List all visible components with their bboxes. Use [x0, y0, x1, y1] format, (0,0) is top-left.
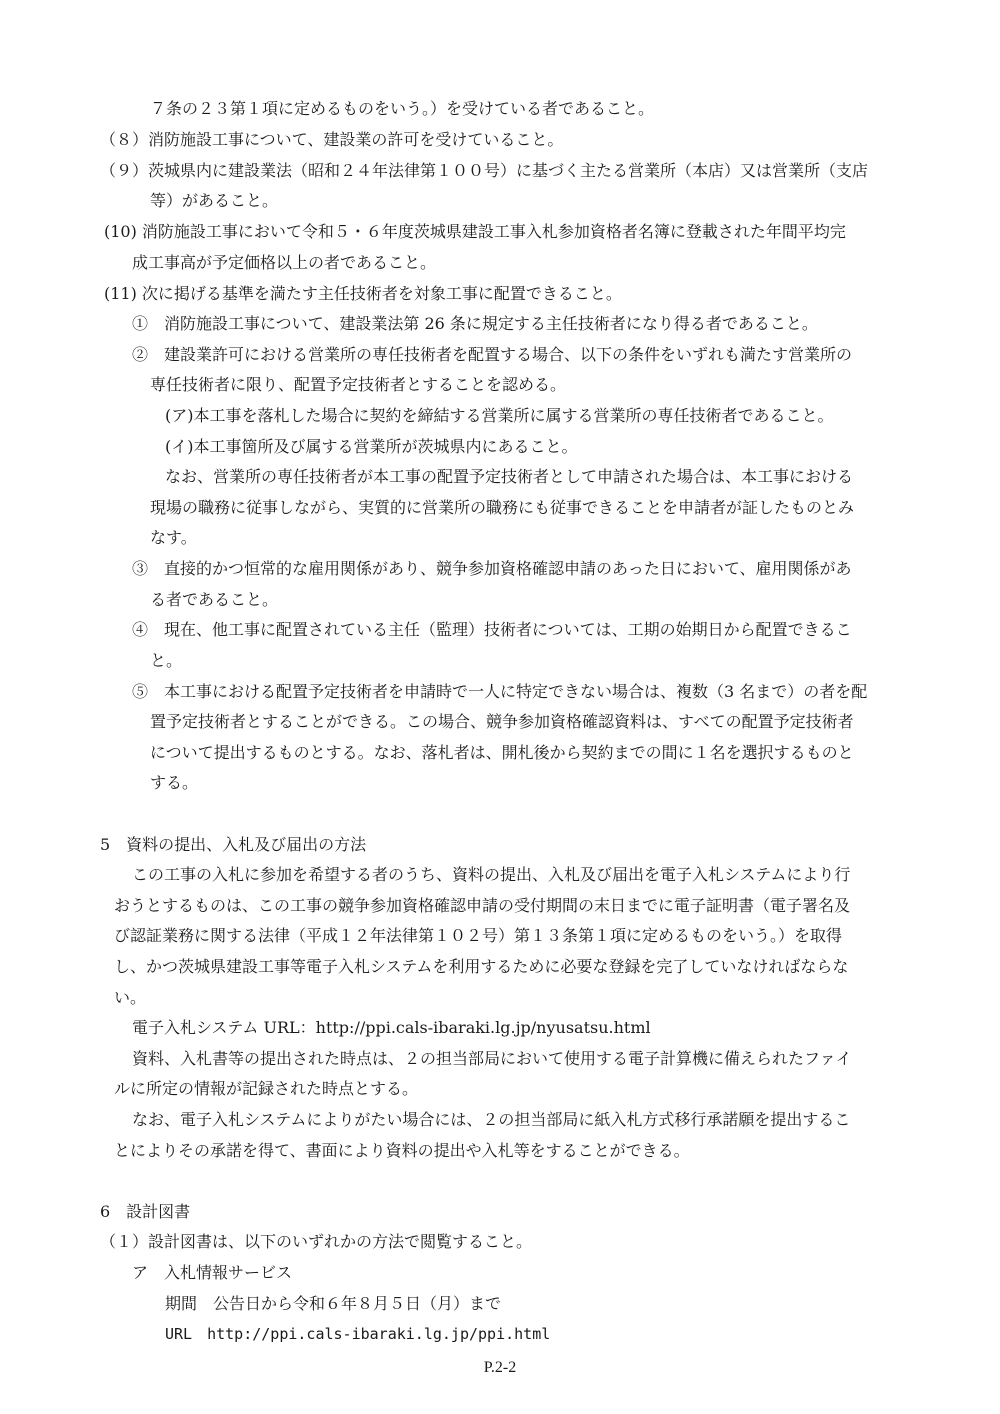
url-line: URL http://ppi.cals-ibaraki.lg.jp/ppi.html: [165, 1325, 551, 1343]
text-line: 期間 公告日から令和６年８月５日（月）まで: [165, 1294, 502, 1313]
section-heading: 5 資料の提出、入札及び届出の方法: [100, 835, 367, 854]
text-line: い。: [114, 988, 147, 1007]
text-line: ア 入札情報サービス: [132, 1263, 293, 1282]
text-line: る者であること。: [150, 590, 279, 609]
text-line: び認証業務に関する法律（平成１２年法律第１０２号）第１３条第１項に定めるものをいう。）を取得: [114, 926, 843, 945]
text-line: ② 建設業許可における営業所の専任技術者を配置する場合、以下の条件をいずれも満たす営業所の: [132, 345, 853, 364]
text-line: この工事の入札に参加を希望する者のうち、資料の提出、入札及び届出を電子入札システムにより行: [132, 865, 851, 884]
text-line: （９）茨城県内に建設業法（昭和２４年法律第１００号）に基づく主たる営業所（本店）又は営業所（支店: [100, 161, 869, 180]
text-line: と。: [150, 651, 183, 670]
text-line: 資料、入札書等の提出された時点は、２の担当部局において使用する電子計算機に備えられたファイ: [132, 1049, 852, 1068]
text-line: (ア)本工事を落札した場合に契約を締結する営業所に属する営業所の専任技術者であること。: [165, 406, 834, 425]
text-line: なお、電子入札システムによりがたい場合には、２の担当部局に紙入札方式移行承諾願を提出するこ: [132, 1110, 851, 1129]
text-line: ① 消防施設工事について、建設業法第 26 条に規定する主任技術者になり得る者であること。: [132, 314, 818, 333]
text-line: とによりその承諾を得て、書面により資料の提出や入札等をすることができる。: [114, 1141, 690, 1160]
text-line: (11) 次に掲げる基準を満たす主任技術者を対象工事に配置できること。: [104, 284, 622, 303]
text-line: (イ)本工事箇所及び属する営業所が茨城県内にあること。: [165, 437, 578, 456]
text-line: ７条の２３第１項に定めるものをいう。）を受けている者であること。: [150, 99, 655, 118]
text-line: 置予定技術者とすることができる。この場合、競争参加資格確認資料は、すべての配置予定技術者: [150, 712, 854, 731]
url-line: 電子入札システム URL：http://ppi.cals-ibaraki.lg.jp/nyusatsu.html: [132, 1018, 651, 1037]
text-line: （８）消防施設工事について、建設業の許可を受けていること。: [100, 130, 564, 149]
text-line: 現場の職務に従事しながら、実質的に営業所の職務にも従事できることを申請者が証したものとみ: [150, 498, 855, 517]
text-line: ルに所定の情報が記録された時点とする。: [114, 1079, 419, 1098]
text-line: 等）があること。: [150, 191, 279, 210]
text-line: について提出するものとする。なお、落札者は、開札後から契約までの間に１名を選択するものと: [150, 743, 854, 762]
text-line: する。: [150, 773, 199, 792]
text-line: なお、営業所の専任技術者が本工事の配置予定技術者として申請された場合は、本工事における: [165, 467, 854, 486]
section-heading: 6 設計図書: [100, 1202, 191, 1221]
text-line: ④ 現在、他工事に配置されている主任（監理）技術者については、工期の始期日から配置できるこ: [132, 620, 852, 639]
text-line: 専任技術者に限り、配置予定技術者とすることを認める。: [150, 375, 567, 394]
text-line: おうとするものは、この工事の競争参加資格確認申請の受付期間の末日までに電子証明書（電子署名及: [114, 896, 851, 915]
text-line: なす。: [150, 528, 197, 547]
text-line: (10) 消防施設工事において令和５・６年度茨城県建設工事入札参加資格者名簿に登載された年間平均完: [104, 222, 846, 241]
text-line: し、かつ茨城県建設工事等電子入札システムを利用するために必要な登録を完了していなければならな: [114, 957, 849, 976]
page-number: P.2-2: [483, 1359, 517, 1376]
text-line: ⑤ 本工事における配置予定技術者を申請時で一人に特定できない場合は、複数（3 名まで）の者を配: [132, 682, 868, 701]
text-line: 成工事高が予定価格以上の者であること。: [132, 253, 437, 272]
text-line: （１）設計図書は、以下のいずれかの方法で閲覧すること。: [100, 1232, 533, 1251]
text-line: ③ 直接的かつ恒常的な雇用関係があり、競争参加資格確認申請のあった日において、雇用関係があ: [132, 559, 852, 578]
